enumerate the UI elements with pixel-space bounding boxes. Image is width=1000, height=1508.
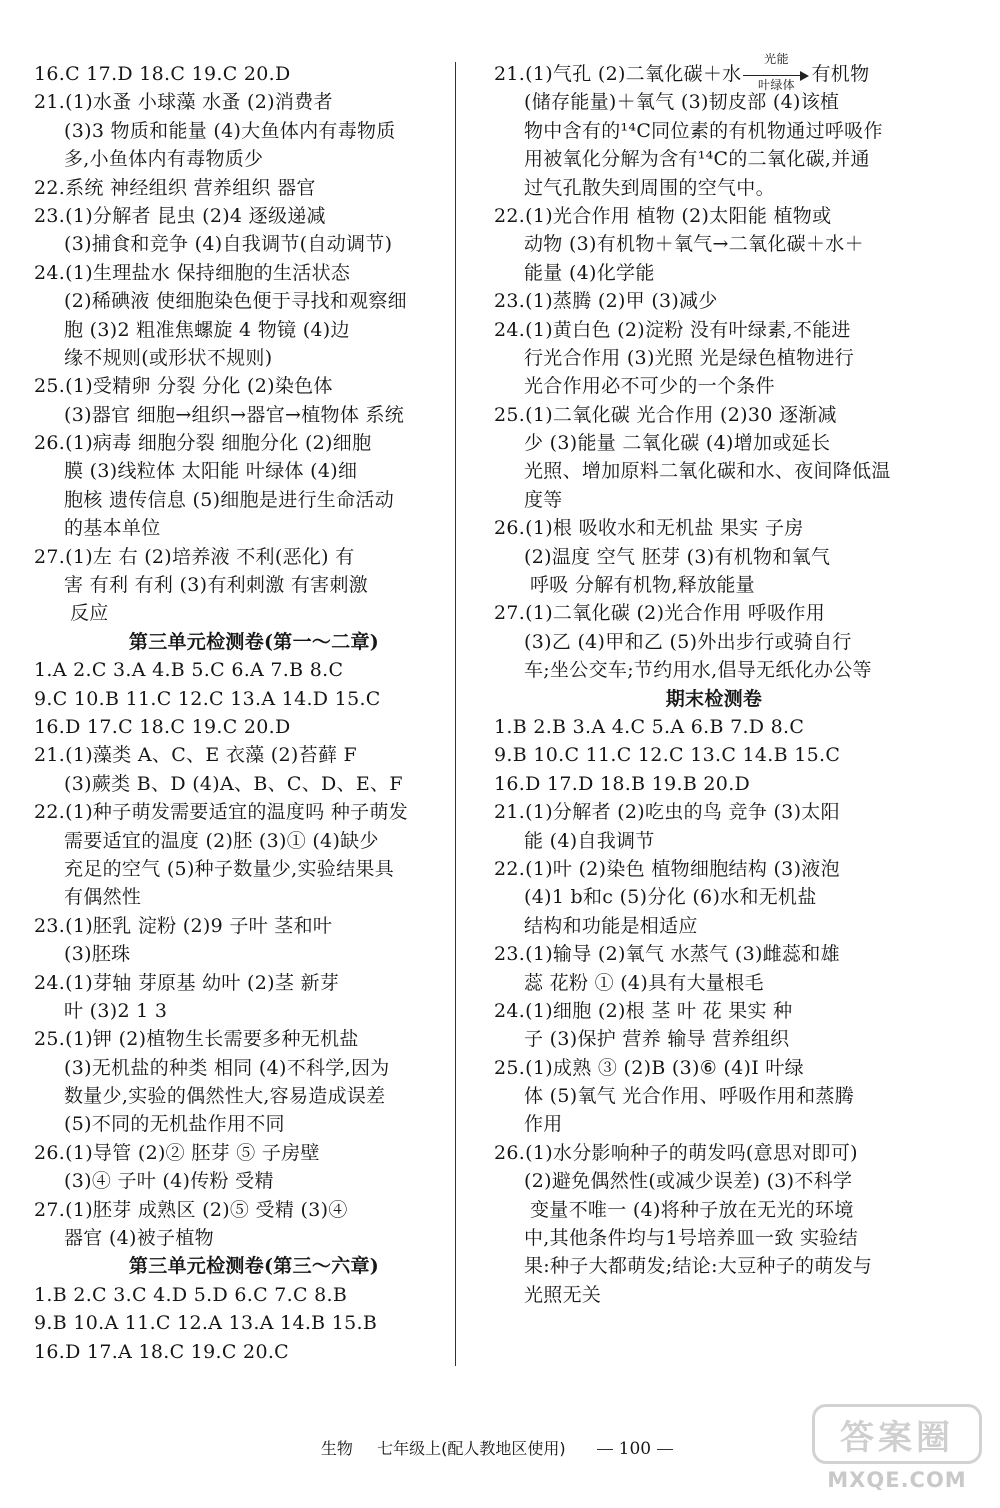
reaction-condition-above: 光能 — [764, 52, 789, 66]
answer-line: 胞核 遗传信息 (5)细胞是进行生命活动 — [64, 488, 394, 511]
answer-line: (3)无机盐的种类 相同 (4)不科学,因为 — [64, 1056, 390, 1079]
answer-line: 果:种子大都萌发;结论:大豆种子的萌发与 — [524, 1255, 873, 1278]
answer-line: 行光合作用 (3)光照 光是绿色植物进行 — [524, 346, 854, 369]
reaction-arrow — [743, 52, 809, 92]
section-heading: 第三单元检测卷(第三～六章) — [128, 1255, 380, 1278]
answer-line: 过气孔散失到周围的空气中。 — [524, 176, 775, 199]
site-watermark — [812, 1404, 982, 1496]
answer-line: 26.(1)水分影响种子的萌发吗(意思对即可) — [494, 1141, 858, 1164]
answer-line: 26.(1)病毒 细胞分裂 细胞分化 (2)细胞 — [34, 432, 372, 455]
answer-line: (5)不同的无机盐作用不同 — [64, 1113, 285, 1136]
answer-line: 9.B 10.C 11.C 12.C 13.C 14.B 15.C — [494, 744, 841, 767]
footer-subject: 生物 — [320, 1439, 353, 1458]
answer-line: 27.(1)左 右 (2)培养液 不利(恶化) 有 — [34, 545, 355, 568]
answer-line: 9.B 10.A 11.C 12.A 13.A 14.B 15.B — [34, 1312, 378, 1335]
answer-line: 21.(1)藻类 A、C、E 衣藻 (2)苔藓 F — [34, 744, 358, 767]
answer-line: (3)④ 子叶 (4)传粉 受精 — [64, 1170, 274, 1193]
answer-line: 9.C 10.B 11.C 12.C 13.A 14.D 15.C — [34, 687, 381, 710]
answer-line: 中,其他条件均与1号培养皿一致 实验结 — [524, 1227, 858, 1250]
answer-line: 车;坐公交车;节约用水,倡导无纸化办公等 — [524, 659, 872, 682]
answer-line: 需要适宜的温度 (2)胚 (3)① (4)缺少 — [64, 829, 379, 852]
answer-line: (3)乙 (4)甲和乙 (5)外出步行或骑自行 — [524, 630, 852, 653]
answer-line: 21.(1)水蚤 小球藻 水蚤 (2)消费者 — [34, 91, 333, 114]
page-number: 100 — [618, 1439, 652, 1459]
answer-line: 22.(1)光合作用 植物 (2)太阳能 植物或 — [494, 204, 832, 227]
answer-line: 蕊 花粉 ① (4)具有大量根毛 — [524, 971, 764, 994]
answer-line: 变量不唯一 (4)将种子放在无光的环境 — [530, 1198, 854, 1221]
footer-edition: (配人教地区使用) — [441, 1439, 566, 1458]
answer-line: 25.(1)二氧化碳 光合作用 (2)30 逐渐减 — [494, 403, 837, 426]
answer-line: 24.(1)细胞 (2)根 茎 叶 花 果实 种 — [494, 999, 793, 1022]
answer-line: 22.(1)叶 (2)染色 植物细胞结构 (3)液泡 — [494, 857, 840, 880]
answer-line: 25.(1)受精卵 分裂 分化 (2)染色体 — [34, 375, 333, 398]
answer-line: (2)温度 空气 胚芽 (3)有机物和氧气 — [524, 545, 831, 568]
answer-line: 25.(1)成熟 ③ (2)B (3)⑥ (4)Ⅰ 叶绿 — [494, 1056, 804, 1079]
answer-line: 22.(1)种子萌发需要适宜的温度吗 种子萌发 — [34, 801, 409, 824]
reaction-left-text: 21.(1)气孔 (2)二氧化碳＋水 — [494, 63, 742, 85]
page-number-wrap — [591, 1439, 679, 1459]
answer-line: 的基本单位 — [64, 517, 161, 540]
answer-line: 光照、增加原料二氧化碳和水、夜间降低温 — [524, 460, 891, 483]
answer-line: 22.系统 神经组织 营养组织 器官 — [34, 176, 316, 199]
answer-line: 26.(1)根 吸收水和无机盐 果实 子房 — [494, 517, 804, 540]
answer-line: 16.D 17.C 18.C 19.C 20.D — [34, 715, 291, 738]
answer-line: 少 (3)能量 二氧化碳 (4)增加或延长 — [524, 432, 831, 455]
answer-line: 光合作用必不可少的一个条件 — [524, 375, 775, 398]
answer-line: 度等 — [524, 488, 563, 511]
answer-line: 动物 (3)有机物＋氧气→二氧化碳＋水＋ — [524, 233, 864, 256]
answer-line: 23.(1)蒸腾 (2)甲 (3)减少 — [494, 290, 718, 313]
answer-line: 23.(1)输导 (2)氧气 水蒸气 (3)雌蕊和雄 — [494, 943, 840, 966]
answer-line: (3)器官 细胞→组织→器官→植物体 系统 — [64, 403, 405, 426]
answer-line: 作用 — [524, 1113, 563, 1136]
answer-line: (4)1 b和c (5)分化 (6)水和无机盐 — [524, 886, 817, 909]
answer-line: 能量 (4)化学能 — [524, 261, 655, 284]
reaction-condition-below: 叶绿体 — [758, 78, 795, 92]
answer-line: 光照无关 — [524, 1283, 602, 1306]
answer-line: 缘不规则(或形状不规则) — [64, 346, 273, 369]
answer-line: 害 有利 有利 (3)有利刺激 有害刺激 — [64, 574, 369, 597]
answer-line: 1.B 2.B 3.A 4.C 5.A 6.B 7.D 8.C — [494, 715, 805, 738]
watermark-logo-icon — [812, 1404, 982, 1464]
answer-line: (3)捕食和竞争 (4)自我调节(自动调节) — [64, 233, 393, 256]
answer-line: 1.A 2.C 3.A 4.B 5.C 6.A 7.B 8.C — [34, 659, 344, 682]
footer-grade: 七年级上 — [377, 1439, 442, 1458]
answer-line: (3)胚珠 — [64, 943, 131, 966]
answer-line: 物中含有的¹⁴C同位素的有机物通过呼吸作 — [524, 119, 883, 142]
answer-line: 胞 (3)2 粗准焦螺旋 4 物镜 (4)边 — [64, 318, 350, 341]
answer-line: 27.(1)胚芽 成熟区 (2)⑤ 受精 (3)④ — [34, 1198, 348, 1221]
answer-line: 叶 (3)2 1 3 — [64, 999, 168, 1022]
answer-line: 能 (4)自我调节 — [524, 829, 655, 852]
section-heading: 第三单元检测卷(第一～二章) — [128, 630, 380, 653]
answer-line: 24.(1)生理盐水 保持细胞的生活状态 — [34, 261, 351, 284]
column-divider — [455, 62, 456, 1366]
answer-line: 27.(1)二氧化碳 (2)光合作用 呼吸作用 — [494, 602, 826, 625]
answer-line: (3)蕨类 B、D (4)A、B、C、D、E、F — [64, 772, 403, 795]
answer-line: 用被氧化分解为含有¹⁴C的二氧化碳,并通 — [524, 148, 870, 171]
watermark-url: MXQE.COM — [827, 1468, 967, 1492]
answer-line: 多,小鱼体内有毒物质少 — [64, 148, 264, 171]
answer-line: 23.(1)胚乳 淀粉 (2)9 子叶 茎和叶 — [34, 914, 333, 937]
answer-line-with-reaction — [494, 52, 934, 92]
watermark-logo-text: 答案圈 — [840, 1417, 954, 1458]
section-heading: 期末检测卷 — [665, 687, 763, 710]
answer-line: 体 (5)氧气 光合作用、呼吸作用和蒸腾 — [524, 1085, 854, 1108]
answer-line: 子 (3)保护 营养 输导 营养组织 — [524, 1028, 790, 1051]
answer-line: 23.(1)分解者 昆虫 (2)4 逐级递减 — [34, 204, 326, 227]
right-answer-column — [494, 52, 934, 1309]
answer-line: 有偶然性 — [64, 886, 142, 909]
answer-line: 反应 — [70, 602, 109, 625]
reaction-right-text: 有机物 — [811, 63, 870, 85]
answer-line: 24.(1)芽轴 芽原基 幼叶 (2)茎 新芽 — [34, 971, 340, 994]
answer-line: 16.D 17.A 18.C 19.C 20.C — [34, 1340, 290, 1363]
answer-line: 25.(1)钾 (2)植物生长需要多种无机盐 — [34, 1028, 359, 1051]
answer-line: 结构和功能是相适应 — [524, 914, 698, 937]
answer-line: (储存能量)＋氧气 (3)韧皮部 (4)该植 — [524, 91, 840, 114]
answer-line: (3)3 物质和能量 (4)大鱼体内有毒物质 — [64, 119, 396, 142]
answer-line: 21.(1)分解者 (2)吃虫的鸟 竞争 (3)太阳 — [494, 801, 840, 824]
answer-line: 16.C 17.D 18.C 19.C 20.D — [34, 63, 291, 85]
left-answer-column — [34, 60, 474, 1366]
answer-line: 充足的空气 (5)种子数量少,实验结果具 — [64, 857, 394, 880]
answer-line: (2)避免偶然性(或减少误差) (3)不科学 — [524, 1170, 853, 1193]
answer-line: 16.D 17.D 18.B 19.B 20.D — [494, 772, 751, 795]
answer-line: 呼吸 分解有机物,释放能量 — [530, 574, 755, 597]
answer-line: 26.(1)导管 (2)② 胚芽 ⑤ 子房壁 — [34, 1141, 320, 1164]
answer-line: 1.B 2.C 3.C 4.D 5.D 6.C 7.C 8.B — [34, 1283, 348, 1306]
answer-line: 膜 (3)线粒体 太阳能 叶绿体 (4)细 — [64, 460, 358, 483]
answer-line: (2)稀碘液 使细胞染色便于寻找和观察细 — [64, 290, 407, 313]
answer-line: 24.(1)黄白色 (2)淀粉 没有叶绿素,不能进 — [494, 318, 851, 341]
answer-line: 数量少,实验的偶然性大,容易造成误差 — [64, 1085, 386, 1108]
answer-line: 器官 (4)被子植物 — [64, 1227, 214, 1250]
